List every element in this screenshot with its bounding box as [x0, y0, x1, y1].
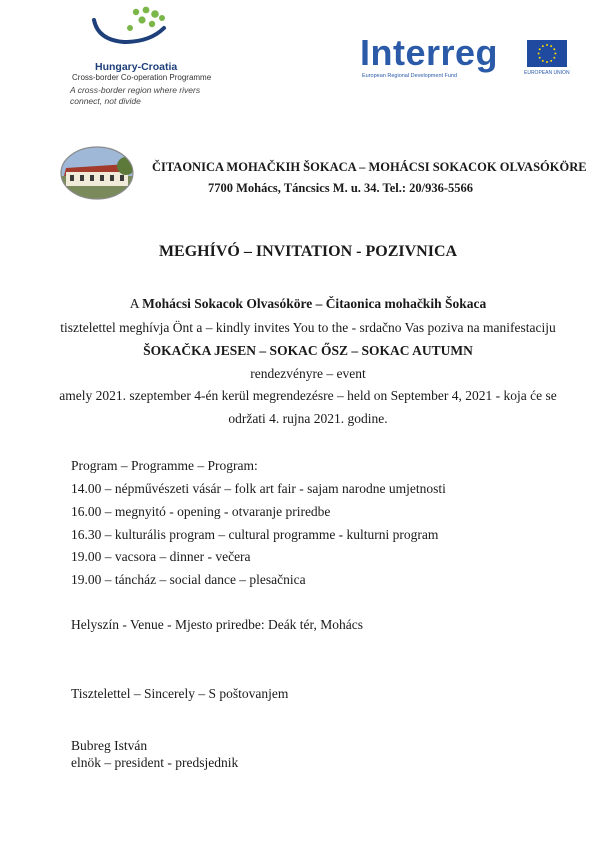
venue-line: Helyszín - Venue - Mjesto priredbe: Deák tér, Mohács — [71, 617, 363, 632]
hc-tagline-line-2: connect, not divide — [70, 96, 141, 106]
invites-line: tisztelettel meghívja Önt a – kindly invites You to the - srdačno Vas poziva na manifestaciju — [60, 320, 556, 335]
interreg-wordmark: Interreg — [360, 32, 499, 73]
hc-program-title: Hungary-Croatia — [95, 61, 178, 73]
hc-tagline — [70, 85, 200, 107]
program-heading: Program – Programme – Program: — [71, 458, 258, 473]
date-line: amely 2021. szeptember 4-én kerül megrendezésre – held on September 4, 2021 - koja će se — [59, 388, 557, 403]
organization-address: 7700 Mohács, Táncsics M. u. 34. Tel.: 20/936-5566 — [208, 181, 474, 195]
invitation-title: MEGHÍVÓ – INVITATION - POZIVNICA — [158, 243, 458, 260]
program-item: 19.00 – táncház – social dance – plesačnica — [71, 572, 306, 587]
signatory-name: Bubreg István — [71, 738, 148, 753]
date-line-continued: održati 4. rujna 2021. godine. — [228, 411, 388, 426]
interreg-subtitle: European Regional Development Fund — [362, 73, 458, 79]
program-item: 19.00 – vacsora – dinner - večera — [71, 549, 251, 564]
host-line — [0, 296, 616, 312]
event-label: rendezvényre – event — [250, 366, 366, 381]
event-name: ŠOKAČKA JESEN – SOKAC ŐSZ – SOKAC AUTUMN — [143, 343, 473, 358]
program-item: 14.00 – népművészeti vásár – folk art fair - sajam narodne umjetnosti — [71, 481, 446, 496]
program-item: 16.30 – kulturális program – cultural programme - kulturni program — [71, 527, 439, 542]
signatory-role: elnök – president - predsjednik — [71, 755, 239, 770]
hc-program-subtitle: Cross-border Co-operation Programme — [72, 73, 212, 82]
organization-name: ČITAONICA MOHAČKIH ŠOKACA – MOHÁCSI SOKACOK OLVASÓKÖRE — [152, 160, 587, 174]
closing-line: Tisztelettel – Sincerely – S poštovanjem — [71, 686, 289, 701]
host-name: Mohácsi Sokacok Olvasóköre – Čitaonica mohačkih Šokaca — [142, 296, 487, 311]
eu-flag-icon — [527, 40, 567, 67]
program-item: 16.00 – megnyitó - opening - otvaranje priredbe — [71, 504, 331, 519]
building-photo — [60, 146, 134, 200]
hc-tagline-line-1: A cross-border region where rivers — [70, 85, 201, 95]
host-prefix: A — [129, 296, 143, 311]
eu-label: EUROPEAN UNION — [524, 70, 570, 76]
